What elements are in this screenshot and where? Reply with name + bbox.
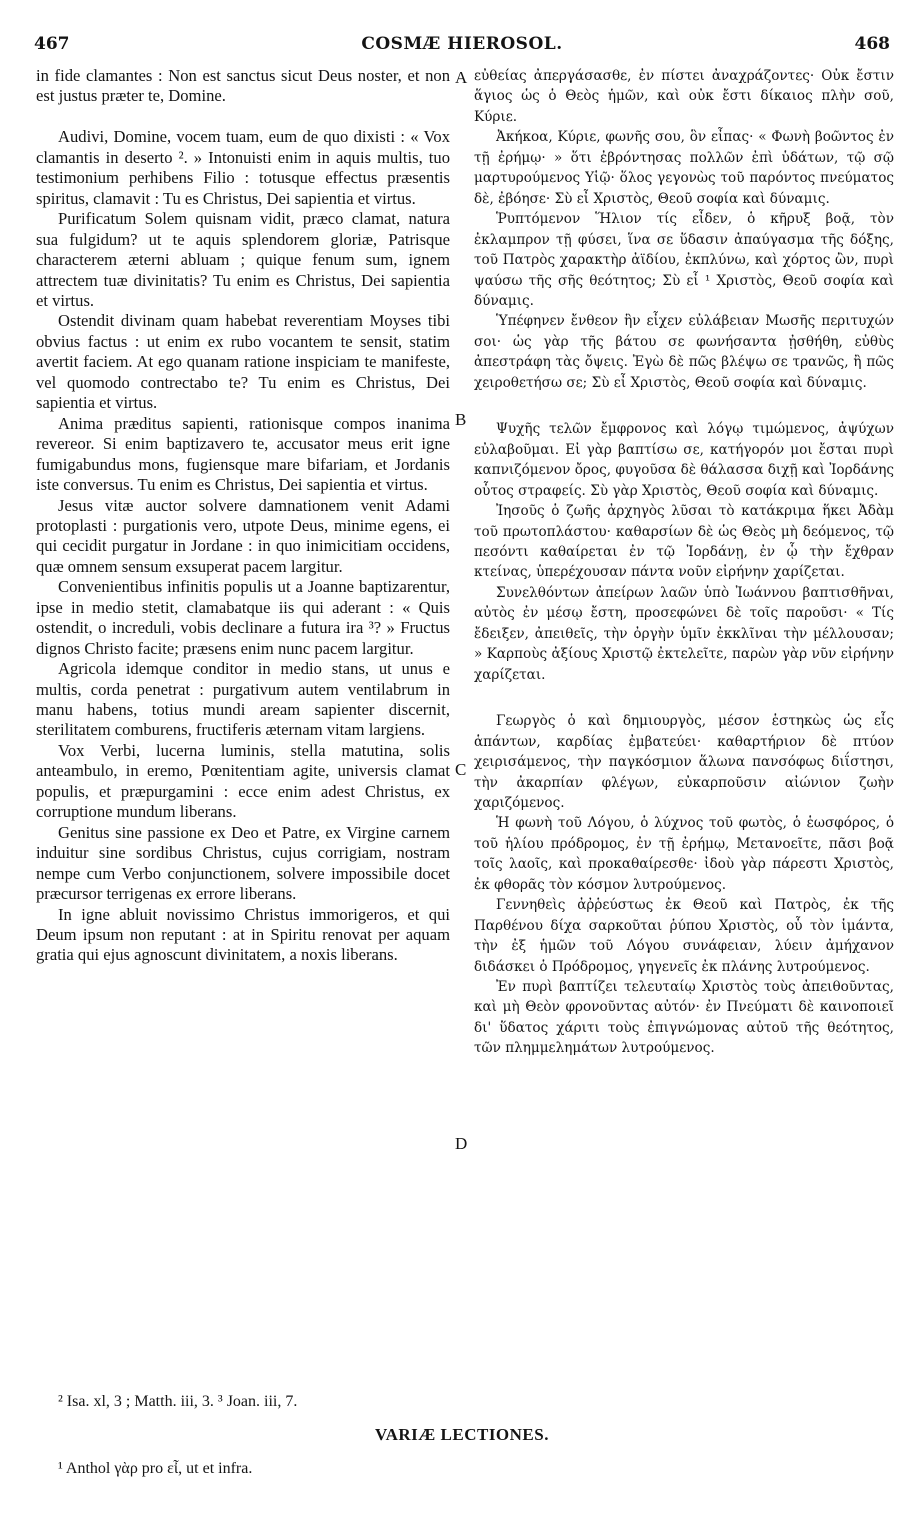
paragraph-gap [36, 107, 450, 127]
latin-paragraph: Jesus vitæ auctor solvere damnationem venit Adami protoplasti : purgationis vero, utpote Deus, minime egens, ei qui cecidit purgatur in Jordane : in quo inimicitiam occidens, quæ omnem sensum exsuperat pacem largitur. [36, 495, 450, 576]
margin-letter-c: C [455, 760, 467, 779]
greek-paragraph: Ἀκήκοα, Κύριε, φωνῆς σου, ὃν εἶπας· « Φωνὴ βοῶντος ἐν τῇ ἐρήμῳ· » ὅτι ἐβρόντησας πολλῶν ἐπὶ ὑδάτων, τῷ σῷ μαρτυρούμενος Υἱῷ· ὅλος γεγονὼς τοῦ παρόντος πνεύματος δὲ, ἐβόησε· Σὺ εἶ Χριστὸς, Θεοῦ σοφία καὶ δύναμις. [474, 129, 894, 207]
latin-paragraph: Genitus sine passione ex Deo et Patre, ex Virgine carnem induitur sine sordibus Christus, cujus corrigiam, nostram nempe cum Verbo conjunctionem, solvere impossibile docet præcursor terrigenas ex errore liberans. [36, 822, 450, 904]
paragraph-gap [474, 393, 894, 419]
running-title: COSMÆ HIEROSOL. [361, 34, 563, 54]
greek-paragraph: Ψυχῆς τελῶν ἔμφρονος καὶ λόγῳ τιμώμενος, ἀψύχων εὐλαβοῦμαι. Εἰ γὰρ βαπτίσω σε, κατήγορόν μοι ἔσται πυρὶ καπνιζόμενον ὄρος, φυγοῦσα δὲ θάλασσα διχῇ καὶ Ἰορδάνης οὗτος στραφείς. Σὺ γὰρ Χριστὸς, Θεοῦ σοφία καὶ δύναμις. [474, 421, 894, 499]
latin-paragraph: Ostendit divinam quam habebat reverentiam Moyses tibi obvius factus : ut enim ex rubo vocantem te sensit, statim avertit faciem. At ego quanam ratione inspiciam te manifeste, vel quomodo contrectabo te? Tu enim es Christus, Dei sapientia et virtus. [36, 311, 450, 413]
margin-letter-a: A [455, 68, 468, 87]
latin-paragraph: Agricola idemque conditor in medio stans, ut unus e multis, corda penetrat : purgativum autem ventilabrum in manu habens, totius mundi aream sapienter discernit, sterilitatem comburens, fructiferis æternam vitam largiens. [36, 659, 450, 740]
footnote-references: ² Isa. xl, 3 ; Matth. iii, 3. ³ Joan. iii, 7. [58, 1393, 298, 1410]
greek-paragraph: Ἐν πυρὶ βαπτίζει τελευταίῳ Χριστὸς τοὺς ἀπειθοῦντας, καὶ μὴ Θεὸν φρονοῦντας αὐτόν· ἐν Πνεύματι δὲ καινοποιεῖ δι' ὕδατος χάριτι τοὺς ἐπιγνώμονας αὐτοῦ τῆς θεότητος, τῶν πλημμελημάτων λυτρούμενος. [474, 979, 894, 1057]
margin-letter-d: D [455, 1134, 468, 1153]
greek-paragraph: Γεννηθεὶς ἀῤῥεύστως ἐκ Θεοῦ καὶ Πατρὸς, ἐκ τῆς Παρθένου δίχα σαρκοῦται ῥύπου Χριστὸς, οὗ τὸν ἱμάντα, τὴν ἐξ ἡμῶν τοῦ Λόγου συνάφειαν, λύειν ἀμήχανον διδάσκει ὁ Πρόδρομος, γηγενεῖς ἐκ πλάνης λυτρούμενος. [474, 897, 894, 975]
margin-letter-b: B [455, 410, 467, 429]
greek-paragraph: Συνελθόντων ἀπείρων λαῶν ὑπὸ Ἰωάννου βαπτισθῆναι, αὐτὸς ἐν μέσῳ ἔστη, προσεφώνει δὲ τοῖς παροῦσι· « Τίς ἔδειξεν, ἀπειθεῖς, τὴν ὀργὴν ὑμῖν ἐκκλῖναι τὴν μέλλουσαν; » Καρποὺς ἀξίους Χριστῷ ἐκτελεῖτε, παρὼν γὰρ νῦν εἰρήνην χαρίζεται. [474, 584, 894, 683]
latin-paragraph: Convenientibus infinitis populis ut a Joanne baptizarentur, ipse in medio stetit, clamabatque iis qui aderant : « Quis ostendit, o increduli, vobis declinare a futura ira ³? » Fructus dignos Christo facite; præsens enim nunc pacem largitur. [36, 577, 450, 658]
latin-paragraph: in fide clamantes : Non est sanctus sicut Deus noster, et non est justus præter te, Domine. [36, 66, 450, 106]
right-page-number: 468 [854, 34, 890, 54]
greek-paragraph: Ὑπέφηνεν ἔνθεον ἣν εἶχεν εὐλάβειαν Μωσῆς περιτυχών σοι· ὡς γὰρ τῆς βάτου σε φωνήσαντα ᾐσθήθη, εὐθὺς ἀπεστράφη τὰς ὄψεις. Ἐγὼ δὲ πῶς βλέψω σε τρανῶς, ἢ πῶς χειροθετήσω σε; Σὺ εἶ Χριστὸς, Θεοῦ σοφία καὶ δύναμις. [474, 313, 894, 391]
paragraph-gap [474, 685, 894, 711]
latin-paragraph: Anima præditus sapienti, rationisque compos inanima revereor. Si enim baptizavero te, accusator meus erit igne fumigabundus mons, fugiensque mare bifariam, et Jordanis iste conversus. Tu enim es Christus, Dei sapientia et virtus. [36, 413, 450, 495]
greek-paragraph: Ῥυπτόμενον Ἥλιον τίς εἶδεν, ὁ κῆρυξ βοᾷ, τὸν ἐκλαμπρον τῇ φύσει, ἵνα σε ὕδασιν ἀπαύγασμα τῆς δόξης, τοῦ Πατρὸς χαρακτὴρ ἀϊδίου, ἐκπλύνω, καὶ χόρτος ὢν, πυρὶ ψαύσω τῆς σῆς θεότητος; Σὺ εἶ ¹ Χριστὸς, Θεοῦ σοφία καὶ δύναμις. [474, 211, 894, 309]
greek-paragraph: Γεωργὸς ὁ καὶ δημιουργὸς, μέσον ἑστηκὼς ὡς εἷς ἁπάντων, καρδίας ἐμβατεύει· καθαρτήριον δὲ πτύον χειρισάμενος, τὴν παγκόσμιον ἅλωνα πανσόφως διΐστησι, τὴν ἀκαρπίαν φλέγων, εὐκαρποῦσιν αἰώνιον ζωὴν χαριζόμενος. [474, 713, 894, 811]
greek-paragraph: Ἡ φωνὴ τοῦ Λόγου, ὁ λύχνος τοῦ φωτὸς, ὁ ἑωσφόρος, ὁ τοῦ ἡλίου πρόδρομος, ἐν τῇ ἐρήμῳ, Μετανοεῖτε, πᾶσι βοᾷ τοῖς λαοῖς, καὶ προκαθαίρεσθε· ἰδοὺ γὰρ πάρεστι Χριστὸς, ἐκ φθορᾶς τὸν κόσμον λυτρούμενος. [474, 815, 894, 893]
latin-paragraph: Purificatum Solem quisnam vidit, præco clamat, natura sua fulgidum? ut te aquis splendorem gloriæ, Patrisque characterem æterni abluam ; quique fenum sum, ignem attrectem tuæ divinitatis? Tu enim es Christus, Dei sapientia et virtus. [36, 209, 450, 310]
latin-paragraph: Vox Verbi, lucerna luminis, stella matutina, solis anteambulo, in eremo, Pœnitentiam agite, universis clamat populis, et præpurgamini : ecce enim adest Christus, ex corruptione mundum liberans. [36, 740, 450, 822]
latin-paragraph: Audivi, Domine, vocem tuam, eum de quo dixisti : « Vox clamantis in deserto ². » Intonuisti enim in aquis multis, tuo testimonium perhibens Filio : totusque effectus præsentis spiritus, clamavit : Tu es Christus, Dei sapientia et virtus. [36, 127, 450, 208]
left-page-number: 467 [34, 34, 70, 54]
greek-paragraph: εὐθείας ἀπεργάσασθε, ἐν πίστει ἀναχράζοντες· Οὐκ ἔστιν ἅγιος ὡς ὁ Θεὸς ἡμῶν, καὶ οὐκ ἔστι δίκαιος πλὴν σοῦ, Κύριε. [474, 68, 894, 125]
latin-column [36, 66, 450, 966]
latin-paragraph: In igne abluit novissimo Christus immorigeros, et qui Deum ipsum non reputant : at in Spiritu renovat per aquam gratia qui ejus agnoscunt divinitatem, a noxis liberans. [36, 904, 450, 965]
variant-reading-note: ¹ Anthol γὰρ pro εἶ, ut et infra. [58, 1460, 253, 1477]
running-head [0, 34, 924, 60]
greek-paragraph: Ἰησοῦς ὁ ζωῆς ἀρχηγὸς λῦσαι τὸ κατάκριμα ἥκει Ἀδὰμ τοῦ πρωτοπλάστου· καθαρσίων δὲ ὡς Θεὸς μὴ δεόμενος, τῷ πεσόντι καθαίρεται ἐν τῷ Ἰορδάνῃ, ἐν ᾧ τὴν ἔχθραν κτείνας, ὑπερέχουσαν πάντα νοῦν εἰρήνην χαρίζεται. [474, 503, 894, 581]
variae-lectiones-heading: VARIÆ LECTIONES. [375, 1425, 549, 1444]
greek-column [474, 66, 894, 1059]
